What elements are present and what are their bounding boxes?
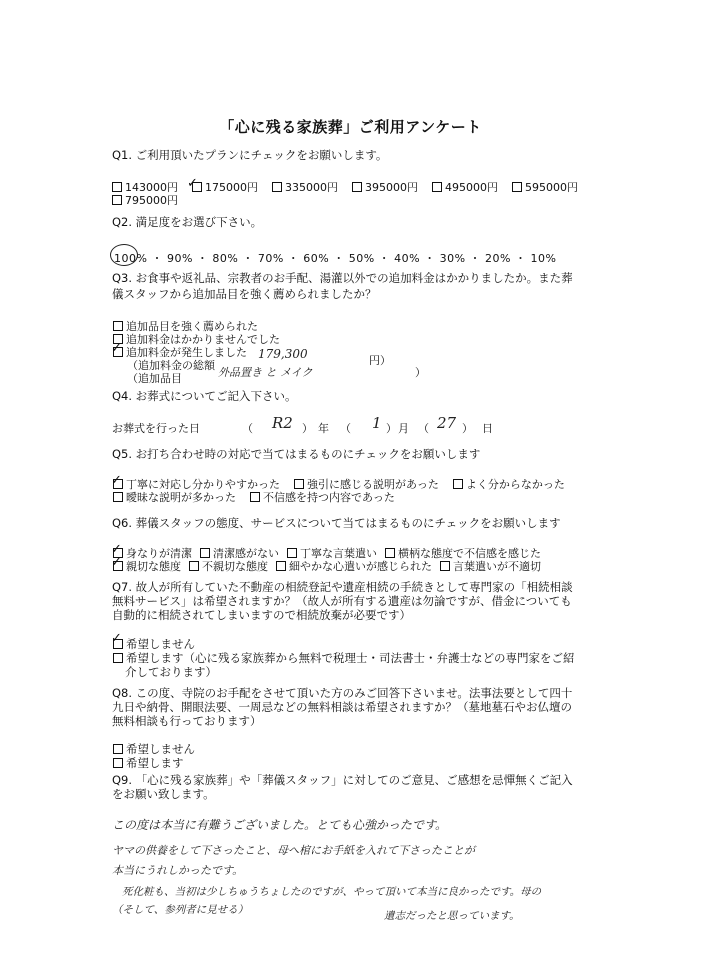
checkbox[interactable] xyxy=(352,182,362,192)
q1-option[interactable]: 495000円 xyxy=(432,181,498,194)
q4-paren: ） xyxy=(302,422,313,435)
q1-option[interactable]: 595000円 xyxy=(512,181,578,194)
checkbox[interactable] xyxy=(512,182,522,192)
check-mark-icon: ✓ xyxy=(111,341,122,356)
q1-options xyxy=(112,181,592,207)
q7-option[interactable]: 希望しません xyxy=(113,637,575,651)
q8-question: Q8. この度、寺院のお手配をさせて頂いた方のみご回答下さいませ。法事法要として四十 九日や納骨、開眼法要、一周忌などの無料相談は希望されますか？（墓地墓石やお仏壇の 無料相談も行っております） xyxy=(112,686,573,728)
q3-item-row: （追加品目 xyxy=(127,372,182,385)
q2-question: Q2. 満足度をお選び下さい。 xyxy=(112,215,263,229)
q3-question-line2: 儀スタッフから追加品目を強く薦められましたか？ xyxy=(112,287,377,301)
checkbox-checked[interactable] xyxy=(287,548,297,558)
q6-option[interactable]: 不親切な態度 xyxy=(189,560,268,573)
checkbox[interactable] xyxy=(453,479,463,489)
checkbox[interactable] xyxy=(250,492,260,502)
q3-item-close: ） xyxy=(415,366,426,379)
q5-option[interactable]: よく分からなかった xyxy=(453,478,565,491)
check-mark-icon: ✓ xyxy=(111,631,122,646)
q1-option[interactable]: 175000円 xyxy=(192,181,258,194)
checkbox[interactable] xyxy=(113,321,123,331)
q5-option[interactable]: 丁寧に対応し分かりやすかった xyxy=(113,478,280,491)
q2-scale[interactable]: 100% ・ 90% ・ 80% ・ 70% ・ 60% ・ 50% ・ 40% ・ 30% ・ 20% ・ 10% xyxy=(114,252,557,265)
checkbox[interactable] xyxy=(385,548,395,558)
q8-option[interactable]: 希望しません xyxy=(113,742,195,756)
checkbox[interactable] xyxy=(113,758,123,768)
q1-option[interactable]: 335000円 xyxy=(272,181,338,194)
checkbox[interactable] xyxy=(432,182,442,192)
check-mark-icon: ✓ xyxy=(111,473,122,488)
q6-option[interactable]: 身なりが清潔 xyxy=(113,547,192,560)
q6-option[interactable]: 言葉遣いが不適切 xyxy=(440,560,541,573)
check-mark-icon: ✓ xyxy=(111,542,122,557)
checkbox[interactable] xyxy=(113,653,123,663)
checkbox[interactable] xyxy=(440,561,450,571)
q6-option[interactable]: 細やかな心遣いが感じられた xyxy=(276,560,432,573)
check-mark-icon: ✓ xyxy=(187,176,198,191)
q4-day: 27 xyxy=(437,414,457,432)
q6-options xyxy=(113,547,541,573)
checkbox[interactable] xyxy=(113,744,123,754)
q5-option[interactable]: 曖昧な説明が多かった xyxy=(113,491,236,504)
q4-year-label: 年 xyxy=(318,422,329,435)
q4-paren: ） xyxy=(462,422,473,435)
q3-question-line1: Q3. お食事や返礼品、宗教者のお手配、湯灌以外での追加料金はかかりましたか。また葬 xyxy=(112,271,573,285)
q6-option[interactable]: 横柄な態度で不信感を感じた xyxy=(385,547,541,560)
q1-option[interactable]: 143000円 xyxy=(112,181,178,194)
checkbox[interactable] xyxy=(294,479,304,489)
q7-question: Q7. 故人が所有していた不動産の相続登記や遺産相続の手続きとして専門家の「相続相談 無料サービス」は希望されますか？（故人が所有する遺産は勿論ですが、借金についても 自動的に相続されてしまいますので相続放棄が必要です） xyxy=(112,580,573,622)
q1-option[interactable]: 395000円 xyxy=(352,181,418,194)
q4-paren: （ xyxy=(242,422,253,435)
page-title: 「心に残る家族葬」ご利用アンケート xyxy=(219,118,482,136)
q6-option[interactable]: 親切な態度 xyxy=(113,560,181,573)
q4-date-label: お葬式を行った日 xyxy=(112,422,200,435)
q4-day-label: 日 xyxy=(482,422,493,435)
q4-paren: （ xyxy=(418,422,429,435)
q4-paren: ） xyxy=(386,422,397,435)
q4-question: Q4. お葬式についてご記入下さい。 xyxy=(112,389,297,403)
q9-answer-line: （そして、参列者に見せる） xyxy=(112,904,249,916)
q3-option[interactable]: 追加料金はかかりませんでした xyxy=(113,333,280,346)
q9-answer-line: 本当にうれしかったです。 xyxy=(112,864,244,877)
checkbox[interactable] xyxy=(113,492,123,502)
q9-question: Q9. 「心に残る家族葬」や「葬儀スタッフ」に対してのご意見、ご感想を忌憚無くご記入 をお願い致します。 xyxy=(112,773,573,801)
q3-total-unit: 円） xyxy=(369,354,391,367)
q9-answer-line: ヤマの供養をして下さったこと、母へ棺にお手紙を入れて下さったことが xyxy=(112,844,475,857)
q4-paren: （ xyxy=(340,422,351,435)
q1-question: Q1. ご利用頂いたプランにチェックをお願いします。 xyxy=(112,148,388,162)
q3-item-value: 外品置き と メイク xyxy=(218,366,313,379)
checkbox-checked[interactable] xyxy=(276,561,286,571)
q8-option[interactable]: 希望します xyxy=(113,756,195,770)
checkbox[interactable] xyxy=(272,182,282,192)
q9-answer-line: この度は本当に有難うございました。とても心強かったです。 xyxy=(112,818,448,832)
q6-option[interactable]: 清潔感がない xyxy=(200,547,279,560)
checkbox[interactable] xyxy=(200,548,210,558)
q4-month-label: 月 xyxy=(398,422,409,435)
q4-month: 1 xyxy=(372,414,382,432)
q3-total-row: （追加料金の総額 xyxy=(127,359,215,372)
q5-options xyxy=(113,478,579,504)
checkbox[interactable] xyxy=(112,182,122,192)
q7-options: 希望しません 希望します（心に残る家族葬から無料で税理士・司法書士・弁護士などの専門家をご紹 介しております） xyxy=(113,637,575,679)
q3-option[interactable]: 追加品目を強く薦められた xyxy=(113,320,280,333)
q5-option[interactable]: 不信感を持つ内容であった xyxy=(250,491,395,504)
q6-option[interactable]: 丁寧な言葉遣い xyxy=(287,547,377,560)
q9-answer-line: 遺志だったと思っています。 xyxy=(384,910,520,922)
q6-question: Q6. 葬儀スタッフの態度、サービスについて当てはまるものにチェックをお願いします xyxy=(112,516,561,530)
q3-option[interactable]: 追加料金が発生しました xyxy=(113,346,280,359)
q1-option[interactable]: 795000円 xyxy=(112,194,178,207)
q3-total-value: 179,300 xyxy=(258,347,308,361)
check-mark-icon: ✓ xyxy=(111,555,122,570)
q5-option[interactable]: 強引に感じる説明があった xyxy=(294,478,439,491)
q9-answer-line: 死化粧も、当初は少しちゅうちょしたのですが、やって頂いて本当に良かったです。母の xyxy=(122,886,542,898)
q8-options xyxy=(113,742,195,770)
q7-option[interactable]: 希望します（心に残る家族葬から無料で税理士・司法書士・弁護士などの専門家をご紹 xyxy=(113,651,575,665)
checkbox[interactable] xyxy=(189,561,199,571)
q4-era: R2 xyxy=(272,414,293,432)
checkbox[interactable] xyxy=(112,195,122,205)
q5-question: Q5. お打ち合わせ時の対応で当てはまるものにチェックをお願いします xyxy=(112,447,481,461)
selection-circle-icon xyxy=(110,244,138,266)
